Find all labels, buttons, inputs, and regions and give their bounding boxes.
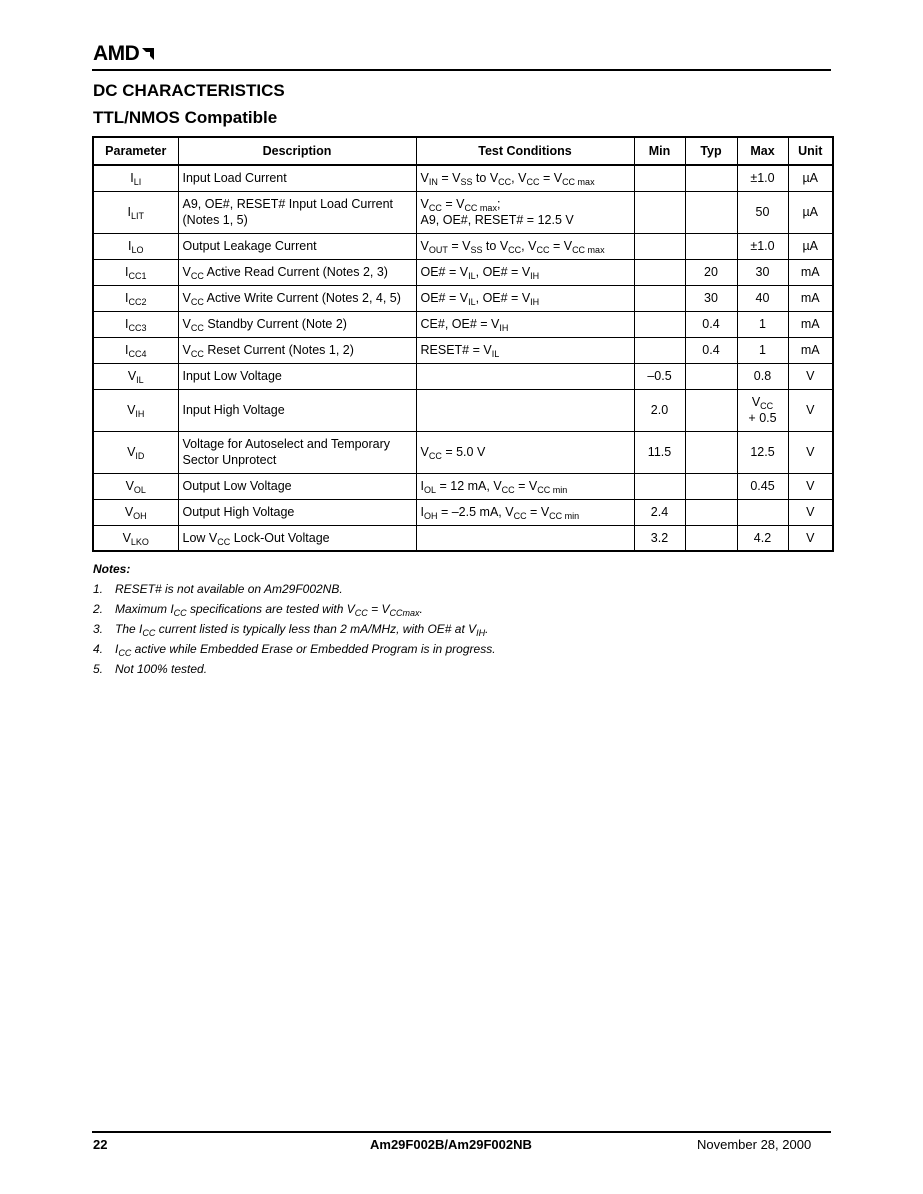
desc-cell: $V_{CC}$ Reset Current (Notes 1, 2) xyxy=(178,337,416,363)
note-item: 3. The $I_{CC}$ current listed is typically less than 2 mA/MHz, with OE# at $V_{IH}$. xyxy=(93,622,489,638)
desc-cell: A9, OE#, RESET# Input Load Current (Notes 1, 5) xyxy=(178,191,416,233)
note-item: 2. Maximum $I_{CC}$ specifications are tested with $V_{CC} = V_{CCmax}$. xyxy=(93,602,423,618)
column-header: Min xyxy=(634,137,685,165)
cond-cell: $I_{OH} = -2.5$ mA, $V_{CC} = V_{CC min}$ xyxy=(416,499,634,525)
desc-cell: Input Load Current xyxy=(178,165,416,191)
cond-cell: $V_{CC} = V_{CC max}$; A9, OE#, RESET# = 12.5 V xyxy=(416,191,634,233)
typ-cell xyxy=(685,363,737,389)
param-cell: $I_{LI}$ xyxy=(93,165,178,191)
header-rule xyxy=(92,69,831,71)
table-row xyxy=(93,233,833,259)
table-row xyxy=(93,311,833,337)
typ-cell xyxy=(685,473,737,499)
typ-cell xyxy=(685,389,737,431)
note-item: 4. $I_{CC}$ active while Embedded Erase or Embedded Program is in progress. xyxy=(93,642,496,658)
param-cell: $I_{LO}$ xyxy=(93,233,178,259)
table-row xyxy=(93,337,833,363)
max-cell: 12.5 xyxy=(737,431,788,473)
footer-rule xyxy=(92,1131,831,1133)
typ-cell xyxy=(685,431,737,473)
typ-cell xyxy=(685,525,737,551)
param-cell: $V_{LKO}$ xyxy=(93,525,178,551)
param-cell: $I_{CC4}$ xyxy=(93,337,178,363)
max-cell: 0.8 xyxy=(737,363,788,389)
param-cell: $V_{OH}$ xyxy=(93,499,178,525)
desc-cell: Output Low Voltage xyxy=(178,473,416,499)
max-cell: 0.45 xyxy=(737,473,788,499)
unit-cell: V xyxy=(788,363,833,389)
note-item: 1. RESET# is not available on Am29F002NB. xyxy=(93,582,343,596)
table-row xyxy=(93,259,833,285)
typ-cell xyxy=(685,499,737,525)
document-date: November 28, 2000 xyxy=(697,1137,812,1152)
table-row xyxy=(93,285,833,311)
cond-cell: $I_{OL} = 12$ mA, $V_{CC} = V_{CC min}$ xyxy=(416,473,634,499)
max-cell xyxy=(737,499,788,525)
table-row xyxy=(93,191,833,233)
max-cell: 1 xyxy=(737,311,788,337)
param-cell: $I_{LIT}$ xyxy=(93,191,178,233)
cond-cell xyxy=(416,363,634,389)
table-header-row xyxy=(93,137,833,165)
column-header: Unit xyxy=(788,137,833,165)
desc-cell: $V_{CC}$ Active Read Current (Notes 2, 3) xyxy=(178,259,416,285)
param-cell: $V_{IL}$ xyxy=(93,363,178,389)
notes-title: Notes: xyxy=(93,562,131,576)
column-header: Parameter xyxy=(93,137,178,165)
min-cell: 11.5 xyxy=(634,431,685,473)
min-cell xyxy=(634,311,685,337)
document-id: Am29F002B/Am29F002NB xyxy=(370,1137,532,1152)
table-row xyxy=(93,473,833,499)
max-cell: ±1.0 xyxy=(737,165,788,191)
min-cell xyxy=(634,285,685,311)
table-row xyxy=(93,389,833,431)
max-cell: 4.2 xyxy=(737,525,788,551)
desc-cell: Input High Voltage xyxy=(178,389,416,431)
cond-cell xyxy=(416,525,634,551)
min-cell xyxy=(634,233,685,259)
table-row xyxy=(93,499,833,525)
typ-cell: 0.4 xyxy=(685,337,737,363)
unit-cell: V xyxy=(788,431,833,473)
max-cell: 40 xyxy=(737,285,788,311)
typ-cell: 0.4 xyxy=(685,311,737,337)
min-cell: 3.2 xyxy=(634,525,685,551)
typ-cell xyxy=(685,233,737,259)
max-cell: 30 xyxy=(737,259,788,285)
logo-text: AMD xyxy=(93,42,140,65)
unit-cell: V xyxy=(788,389,833,431)
min-cell xyxy=(634,165,685,191)
cond-cell: $V_{OUT} = V_{SS}$ to $V_{CC}$, $V_{CC} = V_{CC max}$ xyxy=(416,233,634,259)
typ-cell: 30 xyxy=(685,285,737,311)
section-title: DC CHARACTERISTICS xyxy=(93,81,285,100)
typ-cell: 20 xyxy=(685,259,737,285)
cond-cell: OE# = $V_{IL}$, OE# = $V_{IH}$ xyxy=(416,285,634,311)
notes-section xyxy=(93,562,496,676)
desc-cell: Voltage for Autoselect and Temporary Sector Unprotect xyxy=(178,431,416,473)
min-cell xyxy=(634,259,685,285)
unit-cell: µA xyxy=(788,191,833,233)
param-cell: $I_{CC2}$ xyxy=(93,285,178,311)
cond-cell: RESET# = $V_{IL}$ xyxy=(416,337,634,363)
desc-cell: $V_{CC}$ Standby Current (Note 2) xyxy=(178,311,416,337)
section-subtitle: TTL/NMOS Compatible xyxy=(93,108,278,127)
amd-arrow-icon xyxy=(140,46,156,62)
unit-cell: µA xyxy=(788,165,833,191)
desc-cell: Input Low Voltage xyxy=(178,363,416,389)
table-row xyxy=(93,525,833,551)
typ-cell xyxy=(685,165,737,191)
cond-cell xyxy=(416,389,634,431)
unit-cell: mA xyxy=(788,259,833,285)
cond-cell: OE# = $V_{IL}$, OE# = $V_{IH}$ xyxy=(416,259,634,285)
unit-cell: V xyxy=(788,473,833,499)
unit-cell: mA xyxy=(788,285,833,311)
min-cell: –0.5 xyxy=(634,363,685,389)
unit-cell: mA xyxy=(788,311,833,337)
param-cell: $V_{OL}$ xyxy=(93,473,178,499)
amd-logo xyxy=(93,42,156,66)
min-cell xyxy=(634,191,685,233)
max-cell: 50 xyxy=(737,191,788,233)
min-cell: 2.0 xyxy=(634,389,685,431)
param-cell: $V_{IH}$ xyxy=(93,389,178,431)
desc-cell: Low $V_{CC}$ Lock-Out Voltage xyxy=(178,525,416,551)
unit-cell: V xyxy=(788,499,833,525)
note-item: 5. Not 100% tested. xyxy=(93,662,208,676)
unit-cell: V xyxy=(788,525,833,551)
min-cell xyxy=(634,337,685,363)
desc-cell: $V_{CC}$ Active Write Current (Notes 2, 4, 5) xyxy=(178,285,416,311)
table-row xyxy=(93,431,833,473)
dc-characteristics-table xyxy=(92,136,834,552)
unit-cell: µA xyxy=(788,233,833,259)
max-cell: 1 xyxy=(737,337,788,363)
param-cell: $V_{ID}$ xyxy=(93,431,178,473)
max-cell: ±1.0 xyxy=(737,233,788,259)
unit-cell: mA xyxy=(788,337,833,363)
cond-cell: CE#, OE# = $V_{IH}$ xyxy=(416,311,634,337)
desc-cell: Output High Voltage xyxy=(178,499,416,525)
typ-cell xyxy=(685,191,737,233)
column-header: Max xyxy=(737,137,788,165)
column-header: Typ xyxy=(685,137,737,165)
cond-cell: $V_{IN} = V_{SS}$ to $V_{CC}$, $V_{CC} = V_{CC max}$ xyxy=(416,165,634,191)
table-row xyxy=(93,165,833,191)
param-cell: $I_{CC1}$ xyxy=(93,259,178,285)
table-row xyxy=(93,363,833,389)
page-number: 22 xyxy=(93,1137,108,1152)
cond-cell: $V_{CC} = 5.0$ V xyxy=(416,431,634,473)
min-cell: 2.4 xyxy=(634,499,685,525)
desc-cell: Output Leakage Current xyxy=(178,233,416,259)
max-cell: $V_{CC}$ + 0.5 xyxy=(737,389,788,431)
column-header: Description xyxy=(178,137,416,165)
param-cell: $I_{CC3}$ xyxy=(93,311,178,337)
min-cell xyxy=(634,473,685,499)
column-header: Test Conditions xyxy=(416,137,634,165)
